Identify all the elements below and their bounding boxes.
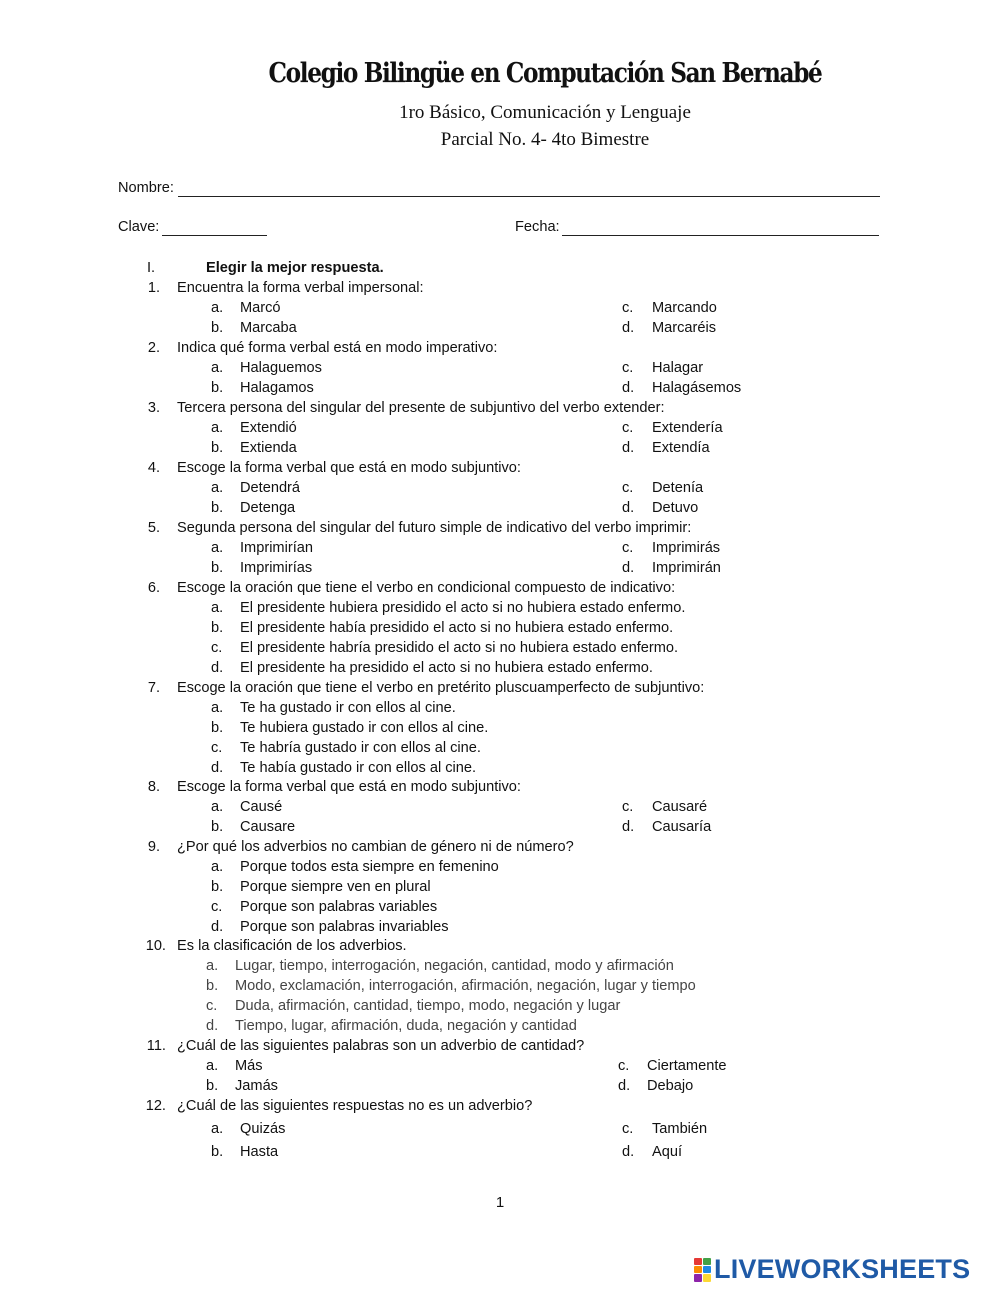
option-text[interactable]: Halagar [652,360,704,376]
option-letter: b. [211,380,224,396]
option-letter: a. [211,540,224,556]
option-letter: b. [211,1144,224,1160]
question-number: 7. [147,680,160,696]
page-number: 1 [495,1194,505,1211]
option-text[interactable]: Causaré [652,799,708,815]
question-number: 6. [147,580,160,596]
option-text[interactable]: Te habría gustado ir con ellos al cine. [240,740,481,756]
question-text: ¿Cuál de las siguientes palabras son un adverbio de cantidad? [177,1038,585,1054]
option-letter: a. [211,700,224,716]
option-letter: c. [211,640,223,656]
option-letter: d. [622,440,635,456]
option-text[interactable]: Debajo [647,1078,694,1094]
option-text[interactable]: Marcó [240,300,281,316]
option-letter: c. [211,740,223,756]
question-number: 5. [147,520,160,536]
key-field[interactable] [162,222,267,236]
question-number: 11. [146,1038,166,1054]
option-text[interactable]: Extendía [652,440,710,456]
option-text[interactable]: Imprimirán [652,560,721,576]
option-letter: c. [622,300,634,316]
option-letter: d. [206,1018,219,1034]
question-number: 4. [147,460,160,476]
option-text[interactable]: Detenía [652,480,704,496]
school-title: Colegio Bilingüe en Computación San Bernabé [268,58,822,89]
logo-text: LIVEWORKSHEETS [714,1254,971,1284]
name-label: Nombre: [118,180,174,196]
option-text[interactable]: Lugar, tiempo, interrogación, negación, cantidad, modo y afirmación [235,958,674,974]
option-letter: a. [206,1058,219,1074]
option-letter: c. [618,1058,630,1074]
option-text[interactable]: Porque siempre ven en plural [240,879,431,895]
option-letter: a. [211,1121,224,1137]
option-letter: c. [622,480,634,496]
option-text[interactable]: Extendería [652,420,723,436]
option-letter: d. [211,660,224,676]
question-number: 8. [147,779,160,795]
option-letter: d. [618,1078,631,1094]
option-text[interactable]: Halagamos [240,380,314,396]
option-text[interactable]: Tiempo, lugar, afirmación, duda, negación y cantidad [235,1018,577,1034]
option-letter: d. [622,380,635,396]
option-letter: c. [622,1121,634,1137]
option-text[interactable]: El presidente hubiera presidido el acto si no hubiera estado enfermo. [240,600,686,616]
option-text[interactable]: Porque son palabras variables [240,899,438,915]
option-text[interactable]: Detuvo [652,500,699,516]
question-number: 2. [147,340,160,356]
option-text[interactable]: Detendrá [240,480,301,496]
option-text[interactable]: El presidente había presidido el acto si no hubiera estado enfermo. [240,620,674,636]
option-text[interactable]: Halagásemos [652,380,742,396]
question-text: Indica qué forma verbal está en modo imperativo: [177,340,498,356]
option-text[interactable]: Causaría [652,819,712,835]
question-text: Tercera persona del singular del presente de subjuntivo del verbo extender: [177,400,665,416]
option-letter: a. [211,360,224,376]
option-text[interactable]: Extienda [240,440,297,456]
option-letter: d. [622,500,635,516]
option-text[interactable]: Modo, exclamación, interrogación, afirmación, negación, lugar y tiempo [235,978,696,994]
question-text: Segunda persona del singular del futuro simple de indicativo del verbo imprimir: [177,520,692,536]
option-letter: d. [211,760,224,776]
option-letter: c. [211,899,223,915]
option-text[interactable]: El presidente habría presidido el acto si no hubiera estado enfermo. [240,640,679,656]
question-number: 12. [145,1098,166,1114]
option-letter: b. [211,560,224,576]
liveworksheets-logo [694,1254,970,1285]
exam-subtitle: Parcial No. 4- 4to Bimestre [440,129,650,150]
section-instruction: Elegir la mejor respuesta. [206,260,384,276]
key-label: Clave: [118,219,160,235]
option-letter: d. [622,1144,635,1160]
option-letter: c. [622,799,634,815]
option-text[interactable]: Hasta [240,1144,279,1160]
date-field[interactable] [562,222,879,236]
option-letter: b. [206,1078,219,1094]
option-letter: a. [211,300,224,316]
option-letter: a. [211,799,224,815]
option-text[interactable]: Te hubiera gustado ir con ellos al cine. [240,720,489,736]
option-text[interactable]: Más [235,1058,263,1074]
option-text[interactable]: Marcaréis [652,320,717,336]
option-text[interactable]: Duda, afirmación, cantidad, tiempo, modo, negación y lugar [235,998,621,1014]
question-text: Escoge la forma verbal que está en modo subjuntivo: [177,460,521,476]
option-text[interactable]: Ciertamente [647,1058,727,1074]
option-letter: d. [211,919,224,935]
option-text[interactable]: El presidente ha presidido el acto si no hubiera estado enfermo. [240,660,653,676]
option-text[interactable]: Halaguemos [240,360,322,376]
question-number: 10. [145,938,166,954]
option-letter: d. [622,320,635,336]
question-text: ¿Cuál de las siguientes respuestas no es un adverbio? [177,1098,533,1114]
option-letter: b. [206,978,219,994]
option-text[interactable]: Causare [240,819,296,835]
option-text[interactable]: Porque son palabras invariables [240,919,449,935]
option-letter: c. [622,420,634,436]
option-letter: c. [206,998,218,1014]
option-text[interactable]: Quizás [240,1121,286,1137]
question-number: 9. [147,839,160,855]
option-text[interactable]: Detenga [240,500,296,516]
option-text[interactable]: Extendió [240,420,297,436]
question-text: Encuentra la forma verbal impersonal: [177,280,424,296]
option-letter: b. [211,320,224,336]
section-numeral: I. [147,260,156,276]
logo-blocks-icon [694,1258,711,1282]
question-text: Escoge la oración que tiene el verbo en pretérito pluscuamperfecto de subjuntivo: [177,680,705,696]
option-letter: a. [211,480,224,496]
question-number: 3. [147,400,160,416]
question-text: Escoge la oración que tiene el verbo en condicional compuesto de indicativo: [177,580,676,596]
option-letter: c. [622,540,634,556]
name-field[interactable] [178,183,880,197]
question-text: ¿Por qué los adverbios no cambian de género ni de número? [177,839,574,855]
option-text[interactable]: Marcaba [240,320,297,336]
option-text[interactable]: También [652,1121,708,1137]
option-text[interactable]: Imprimirás [652,540,721,556]
option-letter: a. [206,958,219,974]
option-text[interactable]: Aquí [652,1144,683,1160]
course-subtitle: 1ro Básico, Comunicación y Lenguaje [399,102,691,123]
question-text: Escoge la forma verbal que está en modo subjuntivo: [177,779,521,795]
option-text[interactable]: Porque todos esta siempre en femenino [240,859,499,875]
option-letter: c. [622,360,634,376]
option-text[interactable]: Te ha gustado ir con ellos al cine. [240,700,456,716]
option-text[interactable]: Te había gustado ir con ellos al cine. [240,760,477,776]
option-letter: a. [211,600,224,616]
option-letter: b. [211,879,224,895]
option-letter: a. [211,420,224,436]
option-text[interactable]: Jamás [235,1078,278,1094]
option-letter: b. [211,440,224,456]
question-number: 1. [147,280,160,296]
option-text[interactable]: Imprimirías [240,560,313,576]
option-letter: b. [211,500,224,516]
option-text[interactable]: Causé [240,799,283,815]
option-letter: d. [622,819,635,835]
option-letter: b. [211,620,224,636]
option-text[interactable]: Imprimirían [240,540,313,556]
question-text: Es la clasificación de los adverbios. [177,938,407,954]
option-letter: b. [211,720,224,736]
option-letter: d. [622,560,635,576]
option-letter: b. [211,819,224,835]
option-letter: a. [211,859,224,875]
date-label: Fecha: [515,219,560,235]
option-text[interactable]: Marcando [652,300,717,316]
